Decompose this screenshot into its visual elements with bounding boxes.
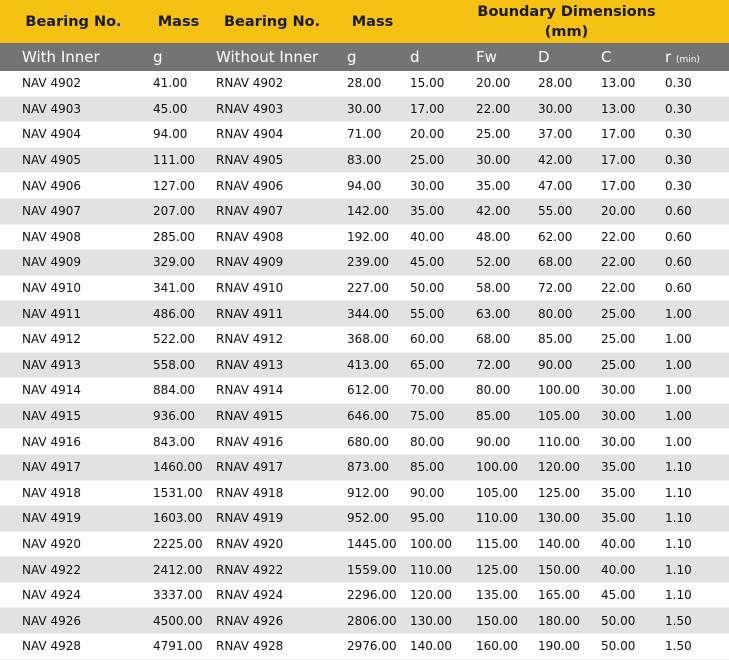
fw-cell: 150.00 <box>470 608 532 634</box>
bearing-without-inner-cell: RNAV 4907 <box>210 198 341 224</box>
mass-without-inner-cell: 83.00 <box>341 147 404 173</box>
header-bearing-no-without-inner: Bearing No. <box>210 0 341 43</box>
outer-d-cell: 105.00 <box>532 403 595 429</box>
subheader-row <box>0 43 729 71</box>
d-cell: 80.00 <box>404 429 470 455</box>
outer-d-cell: 125.00 <box>532 480 595 506</box>
bearing-with-inner-cell: NAV 4922 <box>0 557 147 583</box>
table-row <box>0 250 729 276</box>
bearing-with-inner-cell: NAV 4917 <box>0 454 147 480</box>
fw-cell: 35.00 <box>470 173 532 199</box>
r-min-cell: 1.10 <box>659 557 729 583</box>
mass-with-inner-cell: 111.00 <box>147 147 210 173</box>
mass-with-inner-cell: 486.00 <box>147 301 210 327</box>
mass-with-inner-cell: 41.00 <box>147 71 210 96</box>
header-boundary-dimensions <box>404 0 729 43</box>
fw-cell: 135.00 <box>470 582 532 608</box>
table-row <box>0 71 729 96</box>
bearing-with-inner-cell: NAV 4911 <box>0 301 147 327</box>
c-cell: 35.00 <box>595 454 659 480</box>
mass-without-inner-cell: 2296.00 <box>341 582 404 608</box>
bearing-without-inner-cell: RNAV 4903 <box>210 96 341 122</box>
mass-without-inner-cell: 952.00 <box>341 506 404 532</box>
d-cell: 20.00 <box>404 122 470 148</box>
r-min-cell: 1.00 <box>659 326 729 352</box>
fw-cell: 72.00 <box>470 352 532 378</box>
table-row <box>0 326 729 352</box>
mass-with-inner-cell: 127.00 <box>147 173 210 199</box>
fw-cell: 100.00 <box>470 454 532 480</box>
mass-without-inner-cell: 368.00 <box>341 326 404 352</box>
table-row <box>0 531 729 557</box>
c-cell: 45.00 <box>595 582 659 608</box>
subheader-g-without-inner: g <box>341 43 404 71</box>
bearing-with-inner-cell: NAV 4918 <box>0 480 147 506</box>
mass-with-inner-cell: 4500.00 <box>147 608 210 634</box>
fw-cell: 25.00 <box>470 122 532 148</box>
subheader-d: d <box>404 43 470 71</box>
mass-without-inner-cell: 239.00 <box>341 250 404 276</box>
mass-without-inner-cell: 612.00 <box>341 378 404 404</box>
subheader-g-with-inner: g <box>147 43 210 71</box>
bearing-with-inner-cell: NAV 4912 <box>0 326 147 352</box>
bearing-without-inner-cell: RNAV 4906 <box>210 173 341 199</box>
r-min-cell: 0.30 <box>659 96 729 122</box>
fw-cell: 22.00 <box>470 96 532 122</box>
c-cell: 40.00 <box>595 557 659 583</box>
mass-without-inner-cell: 142.00 <box>341 198 404 224</box>
mass-without-inner-cell: 413.00 <box>341 352 404 378</box>
header-mass-without-inner: Mass <box>341 0 404 43</box>
subheader-r-label: r <box>665 48 672 66</box>
mass-with-inner-cell: 936.00 <box>147 403 210 429</box>
mass-with-inner-cell: 2225.00 <box>147 531 210 557</box>
header-row <box>0 0 729 43</box>
c-cell: 30.00 <box>595 429 659 455</box>
outer-d-cell: 150.00 <box>532 557 595 583</box>
r-min-cell: 1.00 <box>659 352 729 378</box>
mass-without-inner-cell: 1445.00 <box>341 531 404 557</box>
c-cell: 13.00 <box>595 71 659 96</box>
r-min-cell: 0.30 <box>659 173 729 199</box>
mass-with-inner-cell: 843.00 <box>147 429 210 455</box>
mass-without-inner-cell: 1559.00 <box>341 557 404 583</box>
r-min-cell: 1.50 <box>659 634 729 660</box>
header-bearing-no-with-inner: Bearing No. <box>0 0 147 43</box>
bearing-with-inner-cell: NAV 4913 <box>0 352 147 378</box>
fw-cell: 110.00 <box>470 506 532 532</box>
c-cell: 35.00 <box>595 480 659 506</box>
bearing-with-inner-cell: NAV 4904 <box>0 122 147 148</box>
bearing-with-inner-cell: NAV 4915 <box>0 403 147 429</box>
outer-d-cell: 90.00 <box>532 352 595 378</box>
bearing-without-inner-cell: RNAV 4916 <box>210 429 341 455</box>
fw-cell: 68.00 <box>470 326 532 352</box>
fw-cell: 30.00 <box>470 147 532 173</box>
r-min-cell: 0.30 <box>659 122 729 148</box>
d-cell: 130.00 <box>404 608 470 634</box>
d-cell: 45.00 <box>404 250 470 276</box>
c-cell: 17.00 <box>595 147 659 173</box>
mass-with-inner-cell: 884.00 <box>147 378 210 404</box>
fw-cell: 105.00 <box>470 480 532 506</box>
fw-cell: 115.00 <box>470 531 532 557</box>
bearing-without-inner-cell: RNAV 4924 <box>210 582 341 608</box>
c-cell: 20.00 <box>595 198 659 224</box>
mass-with-inner-cell: 1603.00 <box>147 506 210 532</box>
mass-without-inner-cell: 192.00 <box>341 224 404 250</box>
d-cell: 17.00 <box>404 96 470 122</box>
subheader-r-min: (min) <box>675 55 700 65</box>
c-cell: 30.00 <box>595 403 659 429</box>
r-min-cell: 1.00 <box>659 403 729 429</box>
r-min-cell: 0.60 <box>659 275 729 301</box>
bearing-with-inner-cell: NAV 4920 <box>0 531 147 557</box>
mass-without-inner-cell: 227.00 <box>341 275 404 301</box>
mass-with-inner-cell: 2412.00 <box>147 557 210 583</box>
c-cell: 30.00 <box>595 378 659 404</box>
bearing-without-inner-cell: RNAV 4922 <box>210 557 341 583</box>
outer-d-cell: 110.00 <box>532 429 595 455</box>
table-row <box>0 173 729 199</box>
bearing-without-inner-cell: RNAV 4928 <box>210 634 341 660</box>
bearing-without-inner-cell: RNAV 4912 <box>210 326 341 352</box>
r-min-cell: 1.10 <box>659 506 729 532</box>
table-row <box>0 608 729 634</box>
header-mass-with-inner: Mass <box>147 0 210 43</box>
d-cell: 40.00 <box>404 224 470 250</box>
table-row <box>0 122 729 148</box>
bearing-with-inner-cell: NAV 4907 <box>0 198 147 224</box>
table-row <box>0 480 729 506</box>
mass-without-inner-cell: 2976.00 <box>341 634 404 660</box>
bearing-without-inner-cell: RNAV 4904 <box>210 122 341 148</box>
bearing-with-inner-cell: NAV 4919 <box>0 506 147 532</box>
bearing-with-inner-cell: NAV 4924 <box>0 582 147 608</box>
bearing-without-inner-cell: RNAV 4914 <box>210 378 341 404</box>
mass-with-inner-cell: 341.00 <box>147 275 210 301</box>
bearing-without-inner-cell: RNAV 4909 <box>210 250 341 276</box>
table-row <box>0 301 729 327</box>
outer-d-cell: 80.00 <box>532 301 595 327</box>
bearing-without-inner-cell: RNAV 4917 <box>210 454 341 480</box>
outer-d-cell: 165.00 <box>532 582 595 608</box>
d-cell: 55.00 <box>404 301 470 327</box>
subheader-c: C <box>595 43 659 71</box>
mass-without-inner-cell: 94.00 <box>341 173 404 199</box>
boundary-dimensions-unit: (mm) <box>544 23 589 40</box>
outer-d-cell: 68.00 <box>532 250 595 276</box>
bearing-with-inner-cell: NAV 4910 <box>0 275 147 301</box>
c-cell: 22.00 <box>595 224 659 250</box>
c-cell: 25.00 <box>595 352 659 378</box>
d-cell: 75.00 <box>404 403 470 429</box>
bearing-without-inner-cell: RNAV 4926 <box>210 608 341 634</box>
fw-cell: 52.00 <box>470 250 532 276</box>
c-cell: 50.00 <box>595 608 659 634</box>
d-cell: 85.00 <box>404 454 470 480</box>
subheader-without-inner: Without Inner <box>210 43 341 71</box>
bearing-without-inner-cell: RNAV 4911 <box>210 301 341 327</box>
r-min-cell: 1.00 <box>659 301 729 327</box>
bearing-without-inner-cell: RNAV 4913 <box>210 352 341 378</box>
table-row <box>0 198 729 224</box>
d-cell: 140.00 <box>404 634 470 660</box>
c-cell: 17.00 <box>595 173 659 199</box>
mass-with-inner-cell: 3337.00 <box>147 582 210 608</box>
table-row <box>0 275 729 301</box>
subheader-fw: Fw <box>470 43 532 71</box>
d-cell: 50.00 <box>404 275 470 301</box>
d-cell: 30.00 <box>404 173 470 199</box>
bearing-with-inner-cell: NAV 4905 <box>0 147 147 173</box>
table-body <box>0 71 729 659</box>
d-cell: 35.00 <box>404 198 470 224</box>
table-row <box>0 352 729 378</box>
mass-with-inner-cell: 4791.00 <box>147 634 210 660</box>
c-cell: 25.00 <box>595 326 659 352</box>
d-cell: 90.00 <box>404 480 470 506</box>
table-row <box>0 454 729 480</box>
fw-cell: 90.00 <box>470 429 532 455</box>
d-cell: 25.00 <box>404 147 470 173</box>
mass-without-inner-cell: 30.00 <box>341 96 404 122</box>
outer-d-cell: 28.00 <box>532 71 595 96</box>
bearing-with-inner-cell: NAV 4908 <box>0 224 147 250</box>
outer-d-cell: 120.00 <box>532 454 595 480</box>
bearing-without-inner-cell: RNAV 4908 <box>210 224 341 250</box>
r-min-cell: 1.10 <box>659 480 729 506</box>
fw-cell: 58.00 <box>470 275 532 301</box>
mass-with-inner-cell: 45.00 <box>147 96 210 122</box>
outer-d-cell: 130.00 <box>532 506 595 532</box>
bearing-without-inner-cell: RNAV 4910 <box>210 275 341 301</box>
outer-d-cell: 42.00 <box>532 147 595 173</box>
r-min-cell: 1.00 <box>659 378 729 404</box>
outer-d-cell: 72.00 <box>532 275 595 301</box>
d-cell: 95.00 <box>404 506 470 532</box>
r-min-cell: 1.10 <box>659 582 729 608</box>
outer-d-cell: 55.00 <box>532 198 595 224</box>
bearing-with-inner-cell: NAV 4903 <box>0 96 147 122</box>
r-min-cell: 0.60 <box>659 198 729 224</box>
bearing-without-inner-cell: RNAV 4918 <box>210 480 341 506</box>
d-cell: 65.00 <box>404 352 470 378</box>
mass-with-inner-cell: 207.00 <box>147 198 210 224</box>
outer-d-cell: 100.00 <box>532 378 595 404</box>
bearing-with-inner-cell: NAV 4916 <box>0 429 147 455</box>
outer-d-cell: 37.00 <box>532 122 595 148</box>
c-cell: 22.00 <box>595 275 659 301</box>
mass-without-inner-cell: 680.00 <box>341 429 404 455</box>
bearing-with-inner-cell: NAV 4914 <box>0 378 147 404</box>
c-cell: 13.00 <box>595 96 659 122</box>
fw-cell: 48.00 <box>470 224 532 250</box>
outer-d-cell: 180.00 <box>532 608 595 634</box>
c-cell: 40.00 <box>595 531 659 557</box>
fw-cell: 80.00 <box>470 378 532 404</box>
d-cell: 110.00 <box>404 557 470 583</box>
fw-cell: 160.00 <box>470 634 532 660</box>
d-cell: 15.00 <box>404 71 470 96</box>
mass-with-inner-cell: 1531.00 <box>147 480 210 506</box>
c-cell: 25.00 <box>595 301 659 327</box>
fw-cell: 63.00 <box>470 301 532 327</box>
bearing-without-inner-cell: RNAV 4905 <box>210 147 341 173</box>
table-row <box>0 506 729 532</box>
r-min-cell: 0.60 <box>659 224 729 250</box>
d-cell: 120.00 <box>404 582 470 608</box>
outer-d-cell: 62.00 <box>532 224 595 250</box>
bearing-without-inner-cell: RNAV 4915 <box>210 403 341 429</box>
mass-without-inner-cell: 912.00 <box>341 480 404 506</box>
table-row <box>0 582 729 608</box>
mass-with-inner-cell: 558.00 <box>147 352 210 378</box>
outer-d-cell: 190.00 <box>532 634 595 660</box>
c-cell: 50.00 <box>595 634 659 660</box>
bearing-without-inner-cell: RNAV 4919 <box>210 506 341 532</box>
bearing-without-inner-cell: RNAV 4920 <box>210 531 341 557</box>
mass-without-inner-cell: 28.00 <box>341 71 404 96</box>
subheader-r <box>659 43 729 71</box>
mass-without-inner-cell: 873.00 <box>341 454 404 480</box>
r-min-cell: 1.10 <box>659 531 729 557</box>
bearing-with-inner-cell: NAV 4928 <box>0 634 147 660</box>
subheader-outer-d: D <box>532 43 595 71</box>
bearing-with-inner-cell: NAV 4902 <box>0 71 147 96</box>
table-row <box>0 224 729 250</box>
mass-with-inner-cell: 94.00 <box>147 122 210 148</box>
fw-cell: 85.00 <box>470 403 532 429</box>
table-row <box>0 378 729 404</box>
fw-cell: 20.00 <box>470 71 532 96</box>
bearing-with-inner-cell: NAV 4906 <box>0 173 147 199</box>
mass-without-inner-cell: 71.00 <box>341 122 404 148</box>
r-min-cell: 1.50 <box>659 608 729 634</box>
mass-without-inner-cell: 2806.00 <box>341 608 404 634</box>
mass-without-inner-cell: 344.00 <box>341 301 404 327</box>
r-min-cell: 0.60 <box>659 250 729 276</box>
table-row <box>0 429 729 455</box>
d-cell: 60.00 <box>404 326 470 352</box>
boundary-dimensions-title: Boundary Dimensions <box>477 3 656 20</box>
r-min-cell: 0.30 <box>659 147 729 173</box>
d-cell: 70.00 <box>404 378 470 404</box>
outer-d-cell: 30.00 <box>532 96 595 122</box>
r-min-cell: 0.30 <box>659 71 729 96</box>
d-cell: 100.00 <box>404 531 470 557</box>
outer-d-cell: 140.00 <box>532 531 595 557</box>
outer-d-cell: 85.00 <box>532 326 595 352</box>
bearing-without-inner-cell: RNAV 4902 <box>210 71 341 96</box>
c-cell: 22.00 <box>595 250 659 276</box>
bearing-with-inner-cell: NAV 4909 <box>0 250 147 276</box>
table-row <box>0 147 729 173</box>
mass-with-inner-cell: 522.00 <box>147 326 210 352</box>
bearing-with-inner-cell: NAV 4926 <box>0 608 147 634</box>
table-row <box>0 634 729 660</box>
c-cell: 17.00 <box>595 122 659 148</box>
subheader-with-inner: With Inner <box>0 43 147 71</box>
table-row <box>0 403 729 429</box>
outer-d-cell: 47.00 <box>532 173 595 199</box>
mass-without-inner-cell: 646.00 <box>341 403 404 429</box>
r-min-cell: 1.00 <box>659 429 729 455</box>
mass-with-inner-cell: 285.00 <box>147 224 210 250</box>
r-min-cell: 1.10 <box>659 454 729 480</box>
table-row <box>0 557 729 583</box>
mass-with-inner-cell: 329.00 <box>147 250 210 276</box>
fw-cell: 42.00 <box>470 198 532 224</box>
fw-cell: 125.00 <box>470 557 532 583</box>
mass-with-inner-cell: 1460.00 <box>147 454 210 480</box>
c-cell: 35.00 <box>595 506 659 532</box>
table-row <box>0 96 729 122</box>
